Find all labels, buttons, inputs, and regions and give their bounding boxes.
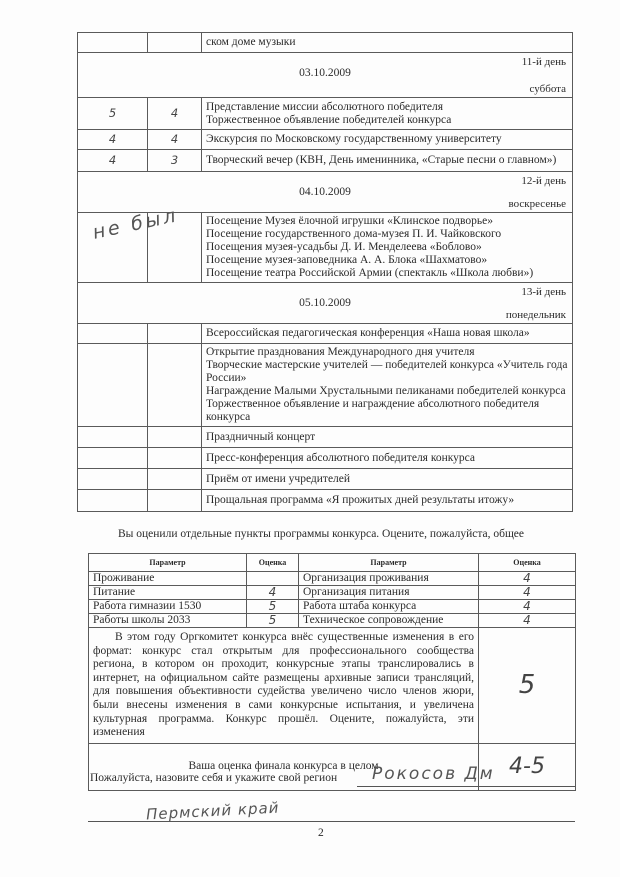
rating-table xyxy=(88,553,576,791)
score-field[interactable] xyxy=(148,344,202,427)
table-row xyxy=(78,490,573,512)
day-header xyxy=(78,53,573,98)
table-row xyxy=(78,33,573,53)
day-header xyxy=(78,283,573,324)
program-item: Экскурсия по Московскому государственному университету xyxy=(202,130,573,150)
column-header: Оценка xyxy=(479,554,576,572)
score-field[interactable]: 4 xyxy=(479,572,576,586)
table-row xyxy=(78,344,573,427)
name-field[interactable]: Рокосов Дм xyxy=(372,764,495,784)
score-field[interactable] xyxy=(247,572,299,586)
table-row xyxy=(89,572,576,586)
table-header-row xyxy=(89,554,576,572)
score-field[interactable]: 4 xyxy=(148,98,202,130)
intro-text: Вы оценили отдельные пункты программы конкурса. Оцените, пожалуйста, общее xyxy=(118,528,525,540)
score-field[interactable] xyxy=(148,448,202,469)
day-number: 11-й день xyxy=(521,56,566,68)
score-field[interactable] xyxy=(78,344,148,427)
param-label: Проживание xyxy=(89,572,247,586)
table-row xyxy=(78,324,573,344)
changes-score-field[interactable]: 5 xyxy=(479,628,576,744)
day-weekday: понедельник xyxy=(505,309,566,321)
day-date: 05.10.2009 xyxy=(299,297,351,309)
program-item: Посещение Музея ёлочной игрушки «Клинское подворье» Посещение государственного дома-музея П. И. Чайковского Посещения музея-усадьбы Д. И. Менделеева «Боблово» Посещение музея-заповедника А. А. Блока «Шахматово» Посещение театра Российской Армии (спектакль «Школа любви») xyxy=(202,213,573,283)
changes-paragraph: В этом году Оргкомитет конкурса внёс существенные изменения в его формат: конкурс стал открытым для профессионального сообщества региона, в котором он проходит, конкурсные этапы транслировались в интернет, на официальном сайте размещены архивные записи трансляций, для повышения объективности судейства увеличено число членов жюри, были внесены изменения в сами конкурсные испытания, и увеличена культурная программа. Конкурс прошёл. Оцените, пожалуйста, эти изменения xyxy=(89,628,479,744)
program-table xyxy=(77,32,573,512)
param-label: Работы школы 2033 xyxy=(89,614,247,628)
program-item: Приём от имени учредителей xyxy=(202,469,573,490)
column-header: Параметр xyxy=(299,554,479,572)
score-field[interactable]: 4 xyxy=(479,586,576,600)
day-weekday: суббота xyxy=(529,83,566,95)
changes-row xyxy=(89,628,576,744)
score-field[interactable]: 4 xyxy=(479,600,576,614)
score-field[interactable] xyxy=(148,490,202,512)
table-row xyxy=(89,614,576,628)
day-header xyxy=(78,172,573,213)
final-label: Ваша оценка финала конкурса в целом xyxy=(89,743,479,790)
day-weekday: воскресенье xyxy=(508,198,566,210)
table-row xyxy=(78,150,573,172)
table-row xyxy=(89,586,576,600)
score-field[interactable] xyxy=(78,469,148,490)
param-label: Работа штаба конкурса xyxy=(299,600,479,614)
program-item: ском доме музыки xyxy=(202,33,573,53)
score-field[interactable] xyxy=(78,427,148,448)
day-date: 03.10.2009 xyxy=(299,67,351,79)
program-item: Представление миссии абсолютного победителя Торжественное объявление победителей конкурса xyxy=(202,98,573,130)
table-row xyxy=(78,427,573,448)
program-item: Всероссийская педагогическая конференция «Наша новая школа» xyxy=(202,324,573,344)
score-field[interactable]: 5 xyxy=(247,600,299,614)
table-row xyxy=(78,130,573,150)
program-item: Праздничный концерт xyxy=(202,427,573,448)
handwritten-note: не был xyxy=(90,204,181,244)
param-label: Организация питания xyxy=(299,586,479,600)
score-field[interactable]: 5 xyxy=(78,98,148,130)
table-row xyxy=(78,98,573,130)
region-field[interactable]: Пермский край xyxy=(145,798,280,824)
score-field[interactable] xyxy=(148,427,202,448)
column-header: Параметр xyxy=(89,554,247,572)
score-field[interactable] xyxy=(148,469,202,490)
program-item: Открытие празднования Международного дня учителя Творческие мастерские учителей — победителей конкурса «Учитель года России» Награждение Малыми Хрустальными пеликанами победителей конкурса Торжественное объявление и награждение абсолютного победителя конкурса xyxy=(202,344,573,427)
day-date: 04.10.2009 xyxy=(299,186,351,198)
score-field[interactable]: 3 xyxy=(148,150,202,172)
param-label: Питание xyxy=(89,586,247,600)
day-number: 12-й день xyxy=(521,175,566,187)
program-item: Пресс-конференция абсолютного победителя конкурса xyxy=(202,448,573,469)
score-field[interactable] xyxy=(78,448,148,469)
table-row xyxy=(78,469,573,490)
column-header: Оценка xyxy=(247,554,299,572)
score-field[interactable]: 4 xyxy=(78,150,148,172)
score-field[interactable]: 4 xyxy=(78,130,148,150)
param-label: Организация проживания xyxy=(299,572,479,586)
day-number: 13-й день xyxy=(521,286,566,298)
score-field[interactable]: 4 xyxy=(148,130,202,150)
table-row xyxy=(89,600,576,614)
score-field[interactable]: 4 xyxy=(247,586,299,600)
score-field[interactable] xyxy=(78,490,148,512)
score-field[interactable] xyxy=(78,324,148,344)
name-input-line[interactable] xyxy=(357,786,575,787)
final-score-field[interactable]: 4-5 xyxy=(479,743,576,790)
program-item: Прощальная программа «Я прожитых дней результаты итожу» xyxy=(202,490,573,512)
score-field[interactable]: 4 xyxy=(479,614,576,628)
page-number: 2 xyxy=(318,827,324,839)
param-label: Работа гимназии 1530 xyxy=(89,600,247,614)
name-region-prompt: Пожалуйста, назовите себя и укажите свой регион xyxy=(90,772,338,784)
param-label: Техническое сопровождение xyxy=(299,614,479,628)
program-item: Творческий вечер (КВН, День именинника, «Старые песни о главном») xyxy=(202,150,573,172)
score-field[interactable] xyxy=(148,324,202,344)
table-row xyxy=(78,448,573,469)
score-field[interactable]: 5 xyxy=(247,614,299,628)
